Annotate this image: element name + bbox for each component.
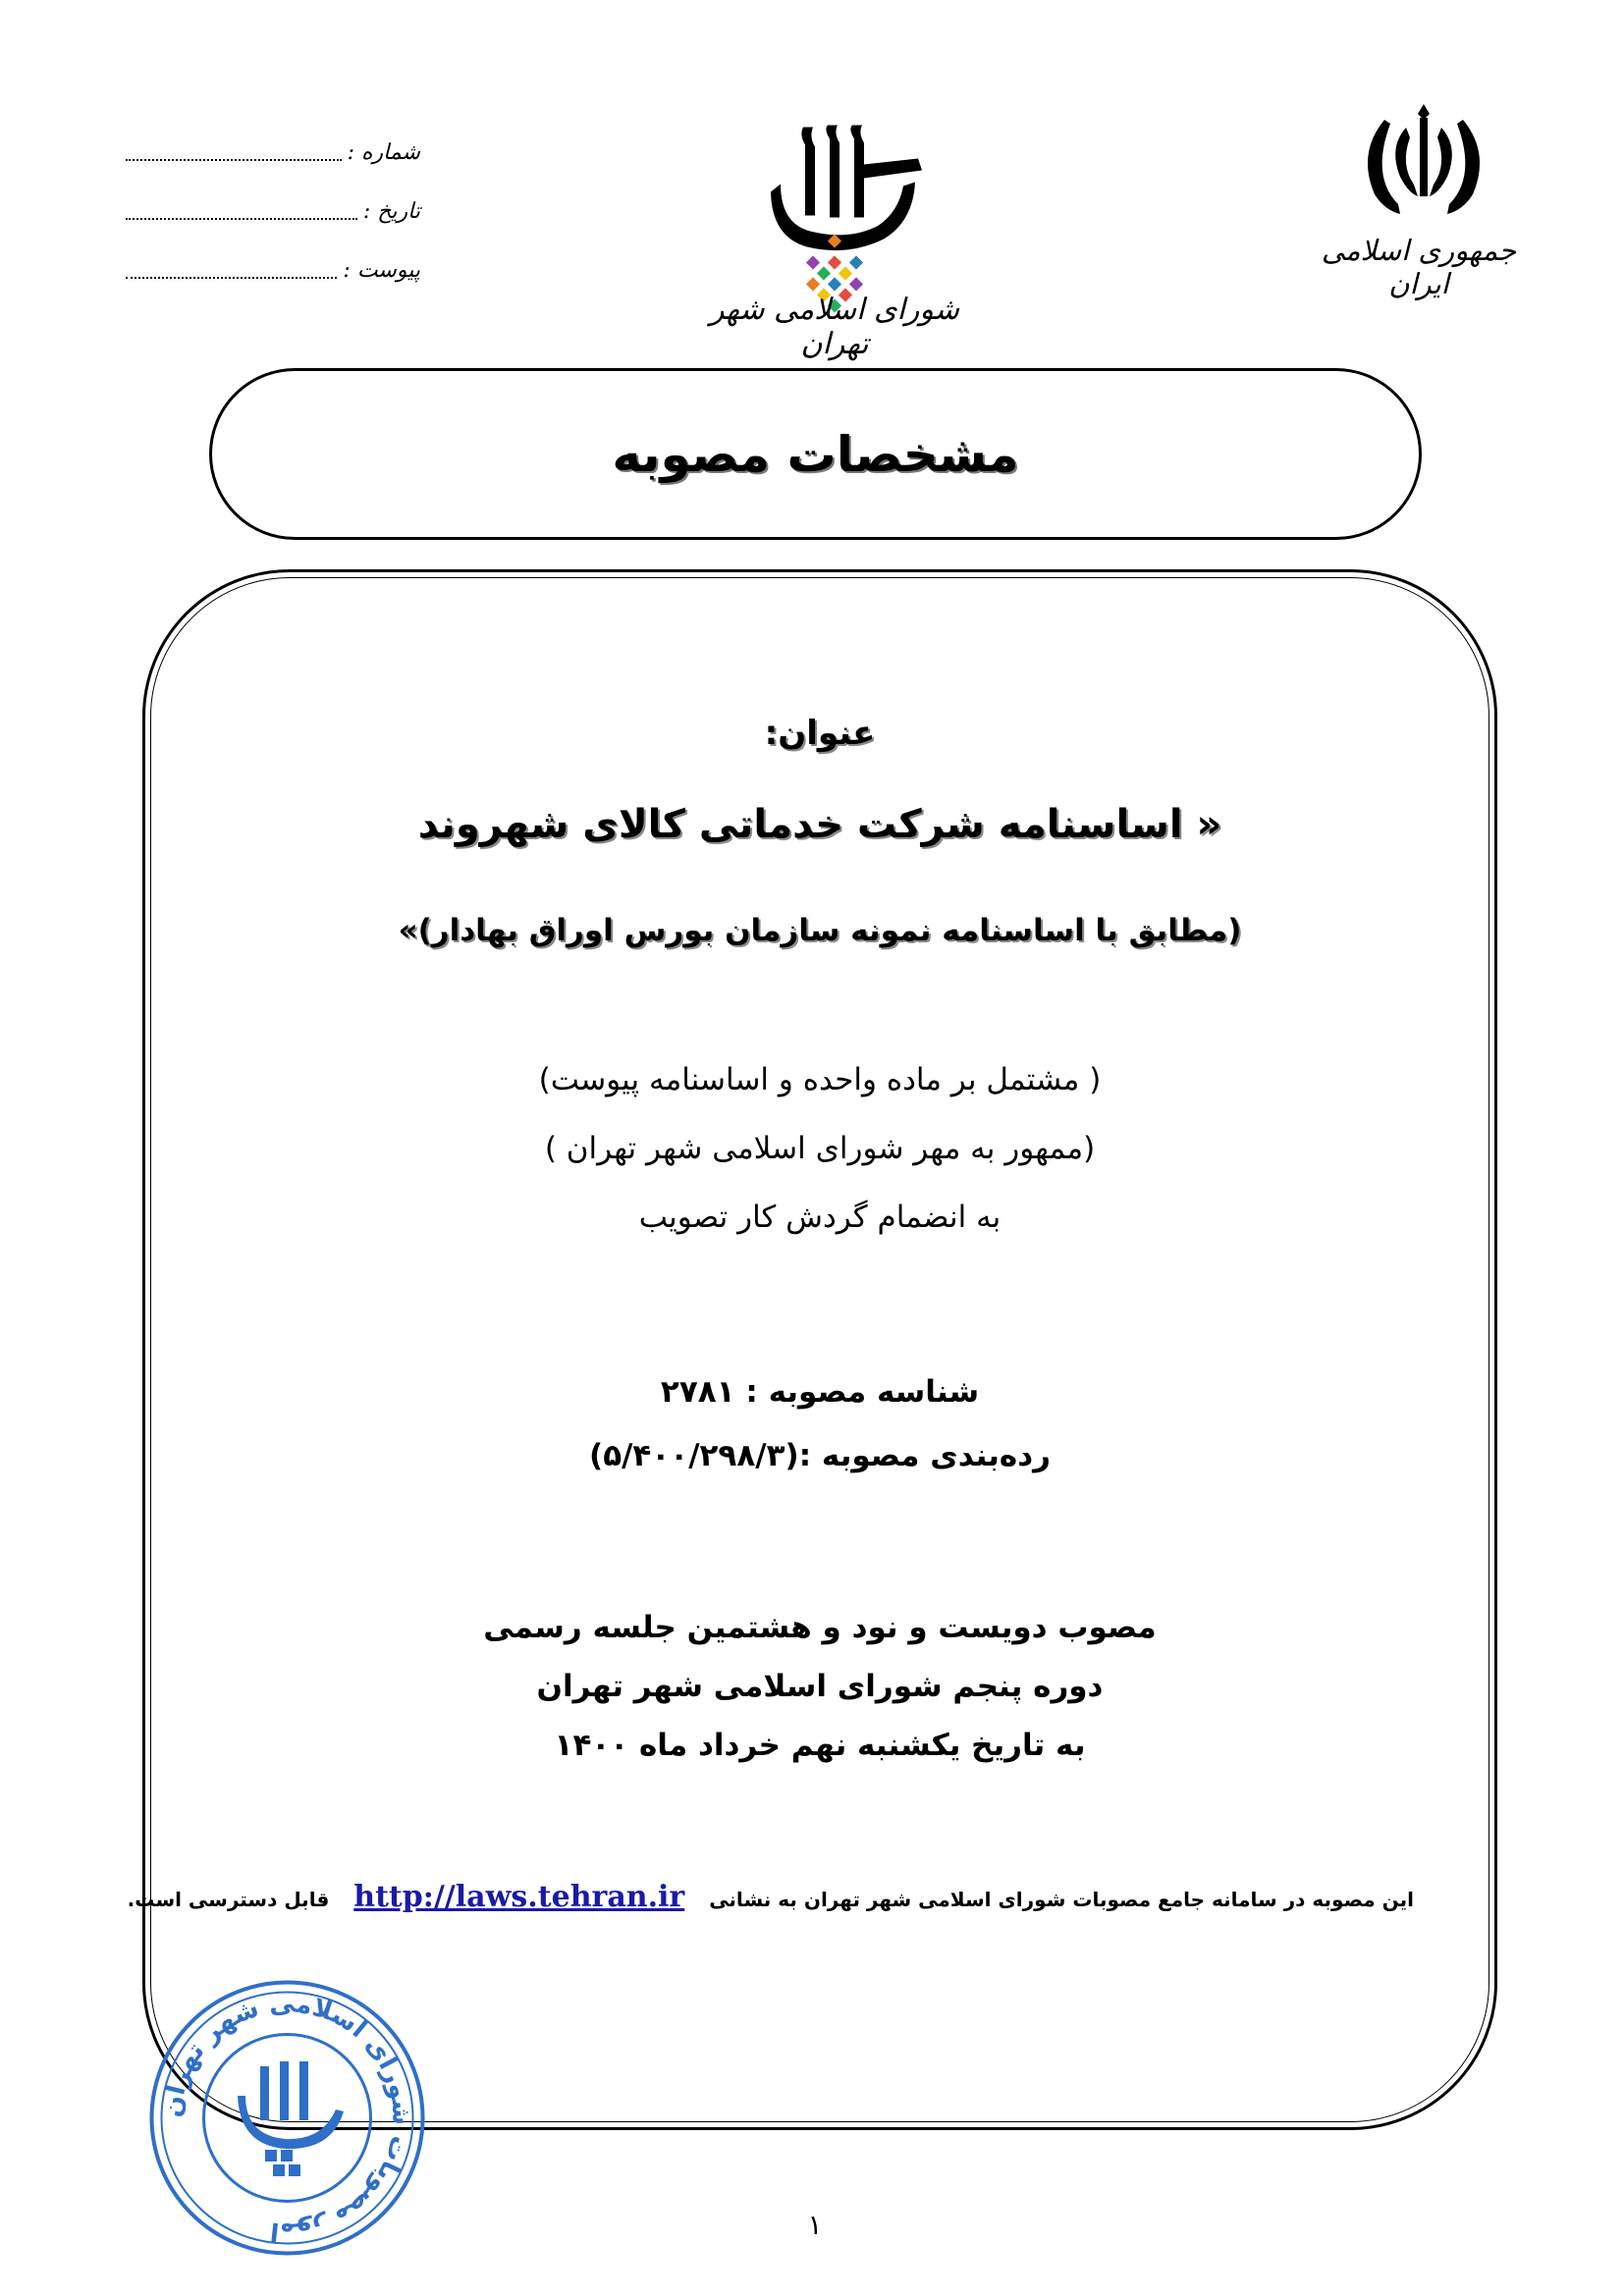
attachment-dots (126, 269, 337, 279)
logo-tile (817, 266, 831, 280)
iran-emblem-icon (1355, 98, 1492, 216)
date-dots (126, 210, 357, 220)
date-label: تاریخ : (362, 199, 420, 224)
description-line: (ممهور به مهر شورای اسلامی شهر تهران ) (544, 1131, 1096, 1166)
page-number: ۱ (807, 2209, 823, 2241)
logo-tile (839, 266, 852, 280)
subject-note: (مطابق با اساسنامه نمونه سازمان بورس اوراق بهادار)» (398, 913, 1242, 948)
description-line: به انضمام گردش کار تصویب (638, 1200, 1001, 1235)
number-field (126, 126, 420, 165)
council-stamp-icon (147, 1978, 427, 2258)
subject-label: عنوان: (764, 714, 876, 753)
description-line: ( مشتمل بر ماده واحده و اساسنامه پیوست) (538, 1062, 1102, 1097)
logo-tile (849, 255, 863, 269)
footer-suffix: قابل دسترسی است. (127, 1888, 330, 1911)
logo-tile (849, 277, 863, 291)
logo-tile (806, 277, 820, 291)
footer-prefix: این مصوبه در سامانه جامع مصوبات شورای اسلامی شهر تهران به نشانی (709, 1888, 1414, 1911)
date-field (126, 185, 420, 224)
iran-emblem-caption: جمهوری اسلامی ایران (1321, 234, 1517, 300)
approval-line: به تاریخ یکشنبه نهم خرداد ماه ۱۴۰۰ (554, 1728, 1086, 1763)
approval-line: مصوب دویست و نود و هشتمین جلسه رسمی (483, 1610, 1157, 1645)
council-logo-text: شورای اسلامی شهر تهران (710, 293, 959, 361)
title-box (209, 368, 1422, 540)
logo-tile (806, 255, 820, 269)
footer-note (127, 1880, 1414, 1914)
page-title: مشخصات مصوبه (612, 425, 1019, 483)
laws-link[interactable]: http://laws.tehran.ir (353, 1880, 685, 1914)
attachment-label: پیوست : (343, 258, 420, 283)
approval-line: دوره پنجم شورای اسلامی شهر تهران (536, 1669, 1104, 1704)
resolution-classification: رده‌بندی مصوبه :(۵/۴۰۰/۲۹۸/۳) (589, 1438, 1051, 1473)
stamp-ring-text: امور مصوبات شورای اسلامی شهر تهران (158, 1989, 416, 2247)
number-label: شماره : (347, 140, 420, 165)
logo-tile (828, 255, 841, 269)
subject-title: « اساسنامه شرکت خدماتی کالای شهروند (417, 802, 1222, 847)
logo-tile (828, 277, 841, 291)
attachment-field (126, 243, 420, 283)
resolution-id: شناسه مصوبه : ۲۷۸۱ (660, 1374, 980, 1410)
number-dots (126, 151, 342, 161)
